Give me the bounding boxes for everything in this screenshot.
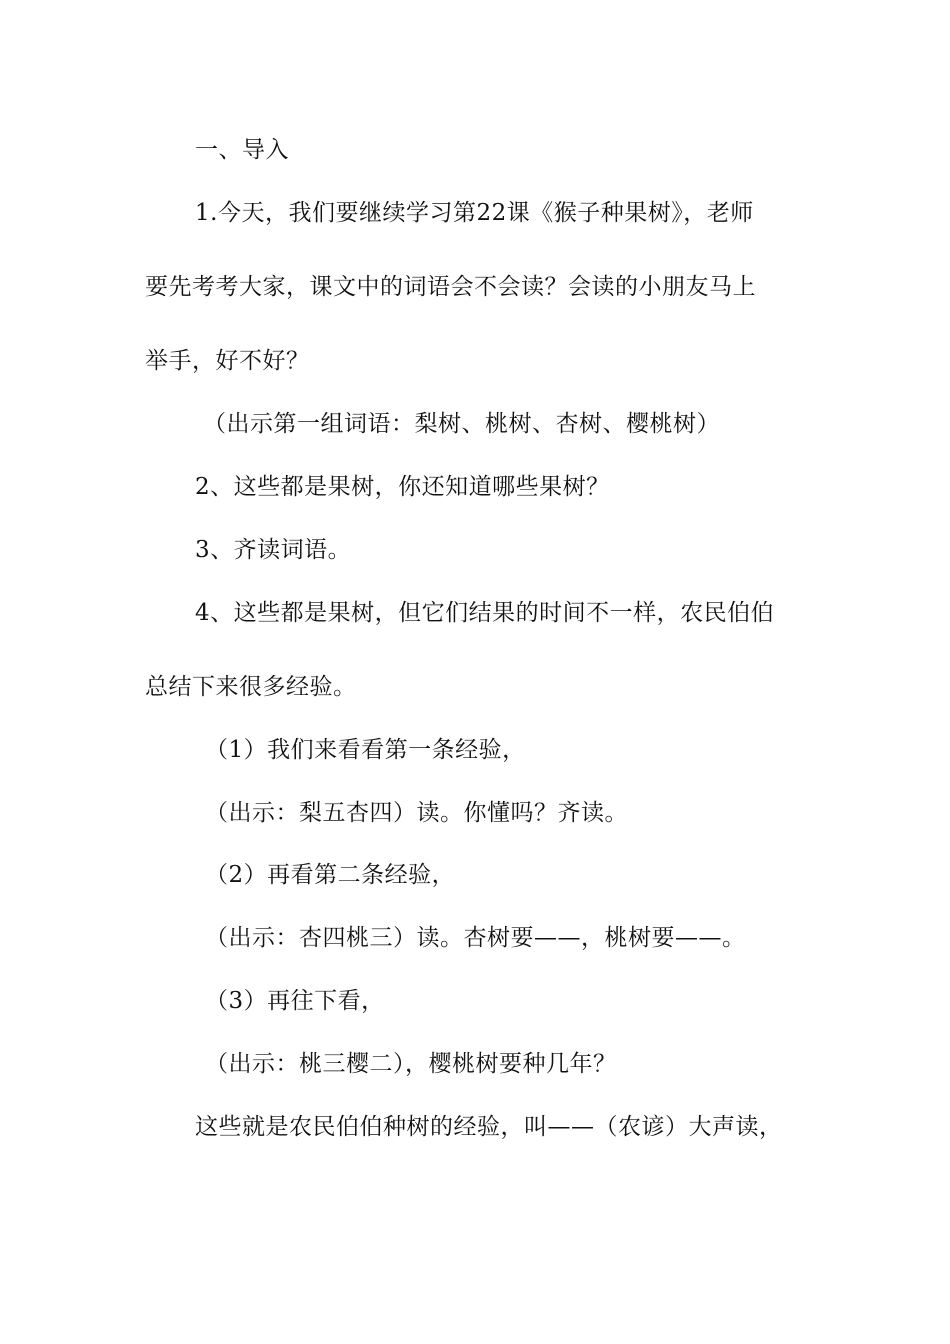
paragraph-line: （出示：梨五杏四）读。你懂吗？齐读。 (205, 800, 628, 826)
paragraph-line: （出示：桃三樱二），樱桃树要种几年？ (205, 1051, 617, 1077)
paragraph-line: 举手，好不好？ (145, 348, 310, 374)
paragraph-line: 要先考考大家，课文中的词语会不会读？会读的小朋友马上 (145, 274, 756, 300)
paragraph-line: （出示第一组词语：梨树、桃树、杏树、樱桃树） (203, 411, 720, 437)
paragraph-line: （3）再往下看， (205, 988, 385, 1014)
paragraph-line: 2、这些都是果树，你还知道哪些果树？ (195, 474, 610, 500)
paragraph-line: （2）再看第二条经验， (205, 862, 456, 888)
paragraph-line: 3、齐读词语。 (195, 537, 352, 563)
paragraph-line: 4、这些都是果树，但它们结果的时间不一样，农民伯伯 (195, 600, 775, 626)
paragraph-line: 这些就是农民伯伯种树的经验，叫——（农谚）大声读， (195, 1114, 783, 1140)
paragraph-line: 1.今天，我们要继续学习第22课《猴子种果树》，老师 (195, 200, 754, 226)
section-heading: 一、导入 (195, 137, 289, 163)
paragraph-line: （1）我们来看看第一条经验， (205, 737, 526, 763)
paragraph-line: （出示：杏四桃三）读。杏树要——，桃树要——。 (205, 925, 746, 951)
paragraph-line: 总结下来很多经验。 (145, 674, 357, 700)
